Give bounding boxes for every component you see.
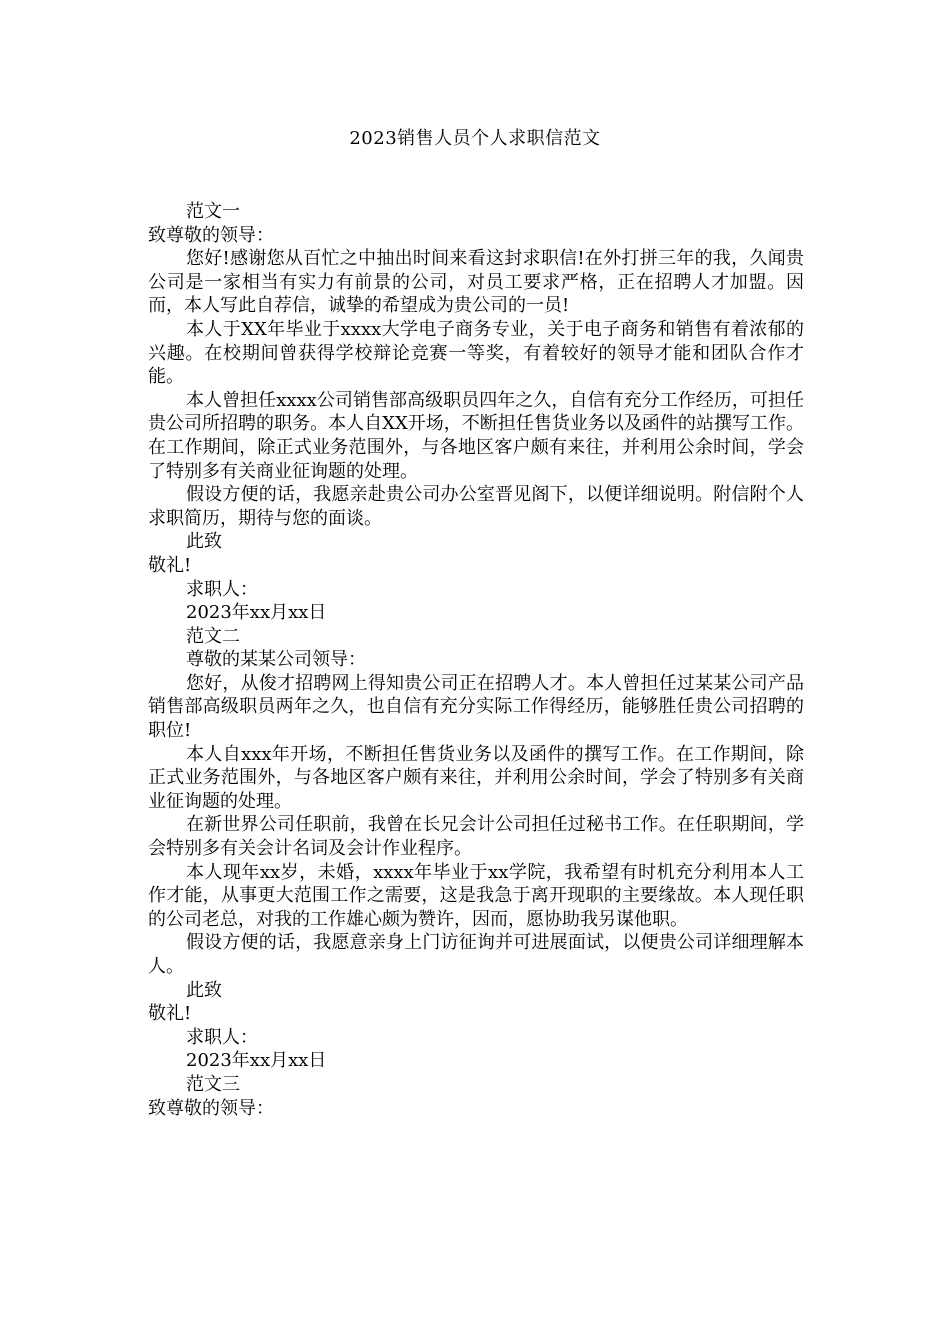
paragraph: 范文二	[186, 625, 240, 647]
paragraph: 假设方便的话，我愿意亲身上门访征询并可进展面试，以便贵公司详细理解本人。	[148, 932, 804, 977]
paragraph: 敬礼!	[148, 554, 192, 576]
document-body	[148, 200, 804, 1120]
paragraph: 范文三	[186, 1073, 240, 1095]
paragraph: 范文一	[186, 201, 240, 222]
paragraph: 假设方便的话，我愿亲赴贵公司办公室晋见阁下，以便详细说明。附信附个人求职简历，期待与您的面谈。	[148, 484, 804, 529]
paragraph: 致尊敬的领导：	[148, 224, 274, 246]
paragraph: 求职人：	[186, 1026, 258, 1048]
paragraph: 本人自xxx年开场，不断担任售货业务以及函件的撰写工作。在工作期间，除正式业务范围外，与各地区客户颇有来往，并利用公余时间，学会了特别多有关商业征询题的处理。	[148, 743, 804, 812]
paragraph: 求职人：	[186, 578, 258, 600]
paragraph: 本人于XX年毕业于xxxx大学电子商务专业，关于电子商务和销售有着浓郁的兴趣。在校期间曾获得学校辩论竞赛一等奖，有着较好的领导才能和团队合作才能。	[148, 318, 804, 388]
paragraph: 2023年xx月xx日	[186, 602, 327, 624]
paragraph: 您好!感谢您从百忙之中抽出时间来看这封求职信!在外打拼三年的我，久闻贵公司是一家相当有实力有前景的公司，对员工要求严格，正在招聘人才加盟。因而，本人写此自荐信，诚挚的希望成为贵公司的一员!	[148, 248, 804, 317]
paragraph: 2023年xx月xx日	[186, 1050, 327, 1072]
paragraph: 本人现年xx岁，未婚，xxxx年毕业于xx学院，我希望有时机充分利用本人工作才能，从事更大范围工作之需要，这是我急于离开现职的主要缘故。本人现任职的公司老总，对我的工作雄心颇为赞许，因而，愿协助我另谋他职。	[148, 861, 804, 930]
paragraph: 本人曾担任xxxx公司销售部高级职员四年之久，自信有充分工作经历，可担任贵公司所招聘的职务。本人自XX开场，不断担任售货业务以及函件的站撰写工作。在工作期间，除正式业务范围外，与各地区客户颇有来往，并利用公余时间，学会了特别多有关商业征询题的处理。	[148, 389, 804, 482]
paragraph: 此致	[186, 979, 222, 1001]
paragraph: 致尊敬的领导：	[148, 1097, 274, 1119]
paragraph: 尊敬的某某公司领导：	[186, 649, 366, 671]
paragraph: 敬礼!	[148, 1003, 192, 1025]
paragraph: 您好，从俊才招聘网上得知贵公司正在招聘人才。本人曾担任过某某公司产品销售部高级职员两年之久，也自信有充分实际工作得经历，能够胜任贵公司招聘的职位!	[148, 672, 804, 742]
document-title: 2023销售人员个人求职信范文	[349, 128, 601, 149]
paragraph: 在新世界公司任职前，我曾在长兄会计公司担任过秘书工作。在任职期间，学会特别多有关会计名词及会计作业程序。	[148, 814, 804, 860]
paragraph: 此致	[186, 531, 222, 553]
